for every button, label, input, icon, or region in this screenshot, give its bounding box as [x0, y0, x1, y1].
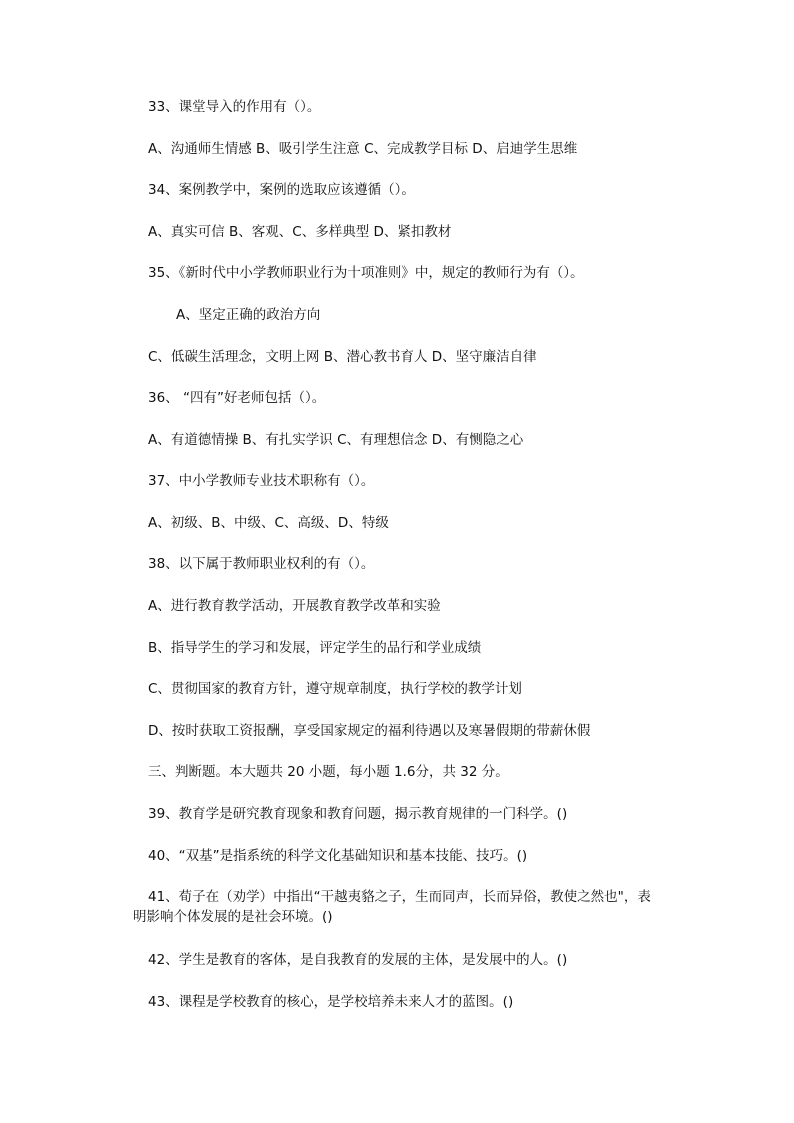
question-38-option-c: C、贯彻国家的教育方针，遵守规章制度，执行学校的教学计划 [148, 681, 522, 697]
question-34-options: A、真实可信 B、客观、C、多样典型 D、紧扣教材 [148, 224, 452, 240]
question-37-options: A、初级、B、中级、C、高级、D、特级 [148, 515, 389, 531]
question-34: 34、案例教学中，案例的选取应该遵循（）。 [148, 182, 415, 198]
question-35-option-a: A、坚定正确的政治方向 [176, 307, 321, 323]
question-42: 42、学生是教育的客体，是自我教育的发展的主体，是发展中的人。() [148, 952, 568, 968]
question-41-line-1: 41、荀子在（劝学）中指出“干越夷貉之子，生而同声，长而异俗，教使之然也"，表 [148, 889, 651, 905]
section-3-heading: 三、判断题。本大题共 20 小题，每小题 1.6分，共 32 分。 [148, 764, 509, 780]
question-43: 43、课程是学校教育的核心，是学校培养未来人才的蓝图。() [148, 994, 514, 1010]
question-39: 39、教育学是研究教育现象和教育问题，揭示教育规律的一门科学。() [148, 806, 568, 822]
question-41-line-2: 明影响个体发展的是社会环境。() [133, 909, 333, 925]
question-40: 40、“双基”是指系统的科学文化基础知识和基本技能、技巧。() [148, 848, 528, 864]
question-36: 36、 “四有”好老师包括（）。 [148, 390, 326, 406]
question-35: 35、《新时代中小学教师职业行为十项准则》中，规定的教师行为有（）。 [148, 265, 584, 281]
question-33-options: A、沟通师生情感 B、吸引学生注意 C、完成教学目标 D、启迪学生思维 [148, 141, 578, 157]
question-38-option-b: B、指导学生的学习和发展，评定学生的品行和学业成绩 [148, 640, 482, 656]
question-38: 38、以下属于教师职业权利的有（）。 [148, 556, 375, 572]
question-37: 37、中小学教师专业技术职称有（）。 [148, 473, 375, 489]
question-36-options: A、有道德情操 B、有扎实学识 C、有理想信念 D、有恻隐之心 [148, 432, 524, 448]
question-38-option-a: A、进行教育教学活动，开展教育教学改革和实验 [148, 598, 441, 614]
question-33: 33、课堂导入的作用有（）。 [148, 99, 321, 115]
question-35-options-cbd: C、低碳生活理念，文明上网 B、潜心教书育人 D、坚守廉洁自律 [148, 349, 537, 365]
question-38-option-d: D、按时获取工资报酬，享受国家规定的福利待遇以及寒暑假期的带薪休假 [148, 723, 591, 739]
